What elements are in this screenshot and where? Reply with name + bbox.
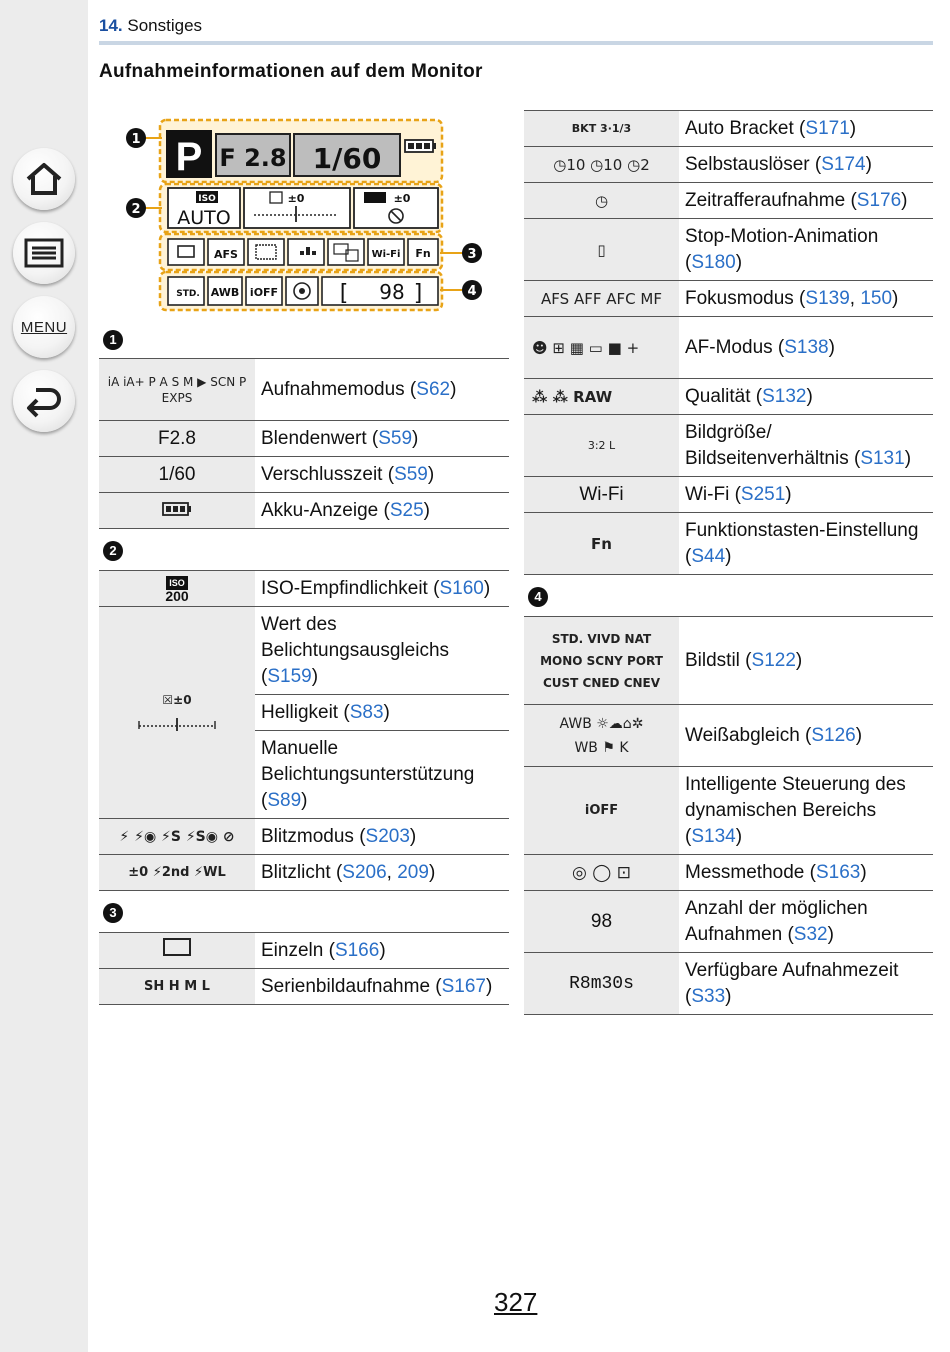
afs-text: AFS — [214, 248, 238, 261]
callout-1: 1 — [131, 132, 141, 147]
sidebar — [0, 0, 88, 1352]
page-link[interactable]: S174 — [821, 153, 866, 175]
photo-style-icons: STD. VIVD NAT — [551, 631, 652, 646]
chapter-title: Sonstiges — [127, 16, 203, 35]
row-label-line: Anzahl der möglichen — [685, 897, 868, 919]
table-row: AFS AFF AFC MF Fokusmodus (S139, 150) — [524, 281, 933, 317]
flash-light-icons: ±0 ⚡2nd ⚡WL — [99, 855, 255, 891]
row-label: Stop-Motion-Animation — [685, 225, 879, 247]
iso-value: AUTO — [177, 207, 231, 229]
bracket-icon: BKT 3·1/3 — [524, 111, 679, 147]
idynamic-icon: iOFF — [524, 767, 679, 855]
iso-icon: ISO 200 — [99, 571, 255, 607]
mode-icons: iA iA+ P A S M ▶ SCN P EXPS — [99, 359, 255, 421]
battery-icon — [162, 502, 192, 516]
page-link[interactable]: S176 — [856, 189, 902, 211]
photo-style-icons: CUST CNED CNEV — [542, 675, 661, 690]
row-label-line: Belichtungsunterstützung — [261, 763, 475, 785]
row-label: Zeitrafferaufnahme — [685, 189, 846, 211]
menu-label: MENU — [20, 318, 68, 336]
page-link[interactable]: S44 — [691, 545, 726, 567]
table-row: ☻ ⊞ ▦ ▭ ■ + AF-Modus (S138) — [524, 317, 933, 379]
table-row: SH H M L Serienbildaufnahme (S167) — [99, 969, 509, 1005]
section-title: Aufnahmeinformationen auf dem Monitor — [99, 61, 483, 82]
table-row: ISO 200 ISO-Empfindlichkeit (S160) — [99, 571, 509, 607]
row-label: Serienbildaufnahme — [261, 975, 431, 997]
table-row: ◷ Zeitrafferaufnahme (S176) — [524, 183, 933, 219]
header-rule — [99, 41, 933, 45]
svg-text:]: ] — [413, 281, 423, 306]
table-row: Akku-Anzeige (S25) — [99, 493, 509, 529]
row-label: Auto Bracket — [685, 117, 794, 139]
row-label: Qualität — [685, 385, 751, 407]
white-balance-icons: WB ⚑ K — [574, 739, 629, 756]
flash-mode-icons: ⚡ ⚡◉ ⚡S ⚡S◉ ⊘ — [99, 819, 255, 855]
callout-2: 2 — [131, 202, 141, 217]
row-label: Verfügbare Aufnahmezeit — [685, 959, 899, 981]
shutter-value: 1/60 — [312, 142, 382, 175]
row-label: Helligkeit — [261, 701, 339, 723]
page-link[interactable]: S122 — [751, 649, 796, 671]
row-label: Messmethode — [685, 861, 805, 883]
shutter-icon: 1/60 — [99, 457, 255, 493]
table-row: BKT 3·1/3 Auto Bracket (S171) — [524, 111, 933, 147]
table-row: Fn Funktionstasten-Einstellung (S44) — [524, 513, 933, 575]
page-link[interactable]: S167 — [441, 975, 486, 997]
table-row: 98 Anzahl der möglichen Aufnahmen (S32) — [524, 891, 933, 953]
group-marker-3: 3 — [103, 903, 123, 923]
row-label-line: Intelligente Steuerung des — [685, 773, 906, 795]
page-link[interactable]: S59 — [394, 463, 428, 485]
home-icon — [24, 161, 64, 197]
iso-label: ISO — [198, 194, 216, 204]
left-info-table — [99, 320, 509, 1005]
page-link[interactable]: S83 — [349, 701, 384, 723]
group-marker-1: 1 — [103, 330, 123, 350]
page-link[interactable]: S132 — [762, 385, 807, 407]
row-label: ISO-Empfindlichkeit — [261, 577, 428, 599]
table-row: AWB ☼☁⌂✲ WB ⚑ K Weißabgleich (S126) — [524, 705, 933, 767]
row-label-line: Belichtungsausgleichs — [261, 639, 450, 661]
page-link[interactable]: 150 — [860, 287, 893, 309]
table-row: iA iA+ P A S M ▶ SCN P EXPS Aufnahmemodus (S62) — [99, 359, 509, 421]
camera-monitor-illustration — [120, 118, 500, 318]
row-label-line: Aufnahmen — [685, 923, 783, 945]
row-label: Blitzlicht — [261, 861, 331, 883]
single-shot-icon — [163, 938, 191, 956]
right-info-table — [524, 110, 933, 1015]
row-label: Blitzmodus — [261, 825, 354, 847]
ioff-text: iOFF — [249, 286, 279, 299]
fn-text: Fn — [415, 247, 431, 260]
exposure-value: ±0 — [287, 192, 305, 205]
page-link[interactable]: S160 — [439, 577, 484, 599]
focus-mode-icons: AFS AFF AFC MF — [524, 281, 679, 317]
row-label-line: dynamischen Bereichs — [685, 799, 877, 821]
picture-size-icon: 3:2 L — [524, 415, 679, 477]
back-button[interactable] — [13, 370, 75, 432]
page-link[interactable]: 209 — [397, 861, 429, 883]
row-label: Bildstil — [685, 649, 740, 671]
mode-letter: P — [175, 135, 203, 179]
wifi-text: Wi-Fi — [371, 249, 401, 260]
flash-exposure-value: ±0 — [393, 192, 411, 205]
page-link[interactable]: S131 — [860, 447, 905, 469]
row-label: Aufnahmemodus — [261, 378, 405, 400]
table-row: ±0 ⚡2nd ⚡WL Blitzlicht (S206, 209) — [99, 855, 509, 891]
page-link[interactable]: S203 — [365, 825, 410, 847]
shots-remaining: 98 — [379, 280, 405, 304]
timelapse-icon: ◷ — [524, 183, 679, 219]
row-label-line: Bildgröße/ — [685, 421, 772, 443]
rec-time-icon: R8m30s — [524, 953, 679, 1015]
row-label: Fokusmodus — [685, 287, 794, 309]
page-link[interactable]: S33 — [691, 985, 726, 1007]
row-label-line: Wert des — [261, 613, 337, 635]
table-row: STD. VIVD NAT MONO SCNY PORT CUST CNED CNEV Bildstil (S122) — [524, 617, 933, 705]
aperture-value: F 2.8 — [219, 144, 287, 172]
table-row: 3:2 L Bildgröße/ Bildseitenverhältnis (S131) — [524, 415, 933, 477]
table-row: ◎ ◯ ⊡ Messmethode (S163) — [524, 855, 933, 891]
table-row: ▯ Stop-Motion-Animation (S180) — [524, 219, 933, 281]
row-label: AF-Modus — [685, 336, 773, 358]
callout-3: 3 — [467, 247, 477, 262]
table-row: ⚡ ⚡◉ ⚡S ⚡S◉ ⊘ Blitzmodus (S203) — [99, 819, 509, 855]
page-link[interactable]: S171 — [805, 117, 850, 139]
callout-4: 4 — [467, 284, 477, 299]
self-timer-icons: ◷10 ◷10 ◷2 — [524, 147, 679, 183]
group-marker-4: 4 — [528, 587, 548, 607]
photo-style-icons: MONO SCNY PORT — [540, 653, 663, 668]
row-label: Wi-Fi — [685, 483, 730, 505]
row-label-line: Bildseitenverhältnis — [685, 447, 849, 469]
back-arrow-icon — [24, 384, 64, 418]
aperture-icon: F2.8 — [99, 421, 255, 457]
home-button[interactable] — [13, 148, 75, 210]
svg-text:[: [ — [339, 281, 349, 306]
page-link[interactable]: S163 — [815, 861, 861, 883]
exposure-icon: ☒±0 — [162, 693, 192, 707]
wifi-icon: Wi-Fi — [524, 477, 679, 513]
table-row: Wi-Fi Wi-Fi (S251) — [524, 477, 933, 513]
exposure-scale-icon — [137, 717, 217, 731]
contents-button[interactable] — [13, 222, 75, 284]
row-label-line: Manuelle — [261, 737, 339, 759]
chapter-number: 14. — [99, 16, 123, 35]
row-label: Blendenwert — [261, 427, 367, 449]
page-link[interactable]: S89 — [267, 789, 302, 811]
row-label: Funktionstasten-Einstellung — [685, 519, 919, 541]
page-link[interactable]: S126 — [811, 724, 856, 746]
row-label: Verschlusszeit — [261, 463, 383, 485]
table-row: 1/60 Verschlusszeit (S59) — [99, 457, 509, 493]
page-link[interactable]: S166 — [334, 939, 380, 961]
table-row: ◷10 ◷10 ◷2 Selbstauslöser (S174) — [524, 147, 933, 183]
page-link[interactable]: S134 — [691, 825, 736, 847]
table-row: ⁂ ⁂ RAW Qualität (S132) — [524, 379, 933, 415]
awb-text: AWB — [210, 286, 240, 299]
std-text: STD. — [176, 289, 200, 299]
page-link[interactable]: S62 — [416, 378, 451, 400]
table-row: F2.8 Blendenwert (S59) — [99, 421, 509, 457]
af-mode-icons: ☻ ⊞ ▦ ▭ ■ + — [524, 317, 679, 379]
table-row: Einzeln (S166) — [99, 933, 509, 969]
burst-icons: SH H M L — [99, 969, 255, 1005]
list-icon — [24, 238, 64, 268]
page-link[interactable]: S32 — [793, 923, 828, 945]
menu-button[interactable] — [13, 296, 75, 358]
white-balance-icons: AWB ☼☁⌂✲ — [559, 715, 644, 732]
page-number: 327 — [494, 1287, 538, 1317]
row-label: Einzeln — [261, 939, 324, 961]
row-label: Weißabgleich — [685, 724, 800, 746]
page-link[interactable]: S251 — [740, 483, 786, 505]
table-row: iOFF Intelligente Steuerung des dynamischen Bereichs (S134) — [524, 767, 933, 855]
page-link[interactable]: S138 — [784, 336, 829, 358]
shots-icon: 98 — [524, 891, 679, 953]
quality-icons: ⁂ ⁂ RAW — [524, 379, 679, 415]
table-row: R8m30s Verfügbare Aufnahmezeit (S33) — [524, 953, 933, 1015]
page-link[interactable]: S159 — [267, 665, 312, 687]
group-marker-2: 2 — [103, 541, 123, 561]
row-label: Selbstauslöser — [685, 153, 810, 175]
page-link[interactable]: S180 — [691, 251, 736, 273]
page-link[interactable]: S25 — [389, 499, 424, 521]
page-link[interactable]: S59 — [378, 427, 413, 449]
page-link[interactable]: S139 — [805, 287, 850, 309]
table-row: ☒±0 Wert des Belichtungsausgleichs (S159) — [99, 607, 509, 695]
row-label: Akku-Anzeige — [261, 499, 379, 521]
metering-icons: ◎ ◯ ⊡ — [524, 855, 679, 891]
table-row: Helligkeit (S83) — [99, 695, 509, 731]
chapter-heading — [99, 16, 202, 36]
stop-motion-icon: ▯ — [524, 219, 679, 281]
page-link[interactable]: S206 — [342, 861, 387, 883]
table-row: Manuelle Belichtungsunterstützung (S89) — [99, 731, 509, 819]
fn-icon: Fn — [524, 513, 679, 575]
